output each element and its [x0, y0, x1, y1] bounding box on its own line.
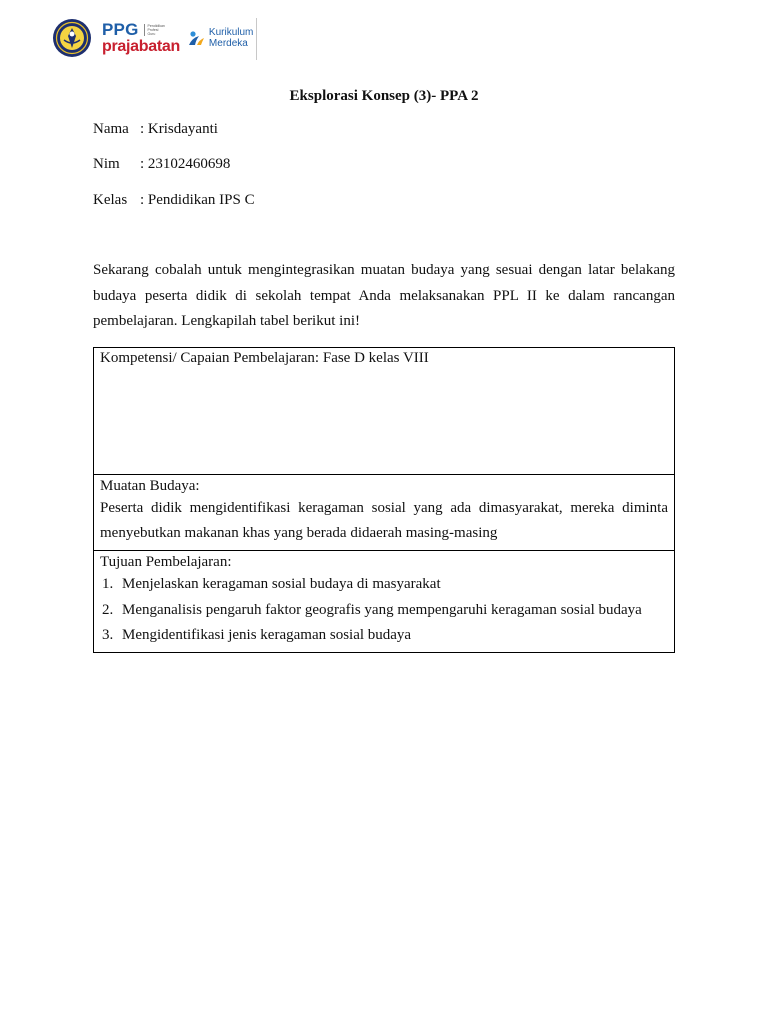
list-item: [100, 598, 668, 624]
document-header: [52, 16, 253, 60]
tujuan-pembelajaran-label: Tujuan Pembelajaran:: [100, 554, 232, 570]
ppg-tagline: Pendidikan Profesi Guru: [144, 24, 165, 36]
header-divider: [256, 18, 257, 60]
identity-row-nama: [93, 121, 218, 138]
document-title: Eksplorasi Konsep (3)- PPA 2: [289, 88, 479, 104]
list-item-number: 3.: [102, 627, 114, 643]
kurikulum-merdeka-icon: [186, 28, 206, 48]
tujuan-list: [100, 572, 668, 649]
tujuan-pembelajaran-cell: [94, 550, 674, 652]
list-item-text: Mengidentifikasi jenis keragaman sosial budaya: [122, 627, 412, 643]
ppg-wordmark: PPG: [102, 20, 139, 39]
kompetensi-cell: [94, 348, 674, 474]
muatan-budaya-label: Muatan Budaya:: [100, 478, 200, 494]
identity-value: : 23102460698: [140, 156, 231, 172]
identity-label: Nim: [93, 156, 120, 172]
kompetensi-label: Kompetensi/ Capaian Pembelajaran: Fase D kelas VIII: [100, 350, 429, 366]
lesson-plan-table: [93, 347, 675, 653]
list-item: [100, 623, 668, 649]
list-item-number: 2.: [102, 601, 114, 618]
kurikulum-text: Kurikulum: [208, 27, 254, 38]
list-item-number: 1.: [102, 576, 114, 592]
identity-value: : Pendidikan IPS C: [140, 192, 255, 208]
university-seal-icon: [52, 18, 92, 58]
prajabatan-wordmark: prajabatan: [102, 38, 180, 55]
identity-row-kelas: [93, 192, 255, 209]
list-item-text: Menganalisis pengaruh faktor geografis yang mempengaruhi keragaman sosial budaya: [122, 601, 642, 618]
merdeka-text: Merdeka: [208, 38, 248, 49]
kurikulum-merdeka-logo: [186, 27, 253, 49]
muatan-budaya-cell: [94, 474, 674, 550]
identity-label: Kelas: [93, 192, 128, 208]
identity-label: Nama: [93, 121, 129, 137]
identity-value: : Krisdayanti: [140, 121, 218, 137]
list-item: [100, 572, 668, 598]
ppg-prajabatan-logo: [102, 21, 180, 55]
muatan-budaya-text: Peserta didik mengidentifikasi keragaman sosial yang ada dimasyarakat, mereka diminta menyebutkan makanan khas yang berada didaerah masing-masing: [100, 500, 668, 541]
instruction-paragraph: Sekarang cobalah untuk mengintegrasikan muatan budaya yang sesuai dengan latar belakang budaya peserta didik di sekolah tempat Anda melaksanakan PPL II ke dalam rancangan pembelajaran. Lengkapilah tabel berikut ini!: [93, 262, 675, 329]
identity-row-nim: [93, 156, 230, 173]
list-item-text: Menjelaskan keragaman sosial budaya di masyarakat: [122, 576, 441, 592]
